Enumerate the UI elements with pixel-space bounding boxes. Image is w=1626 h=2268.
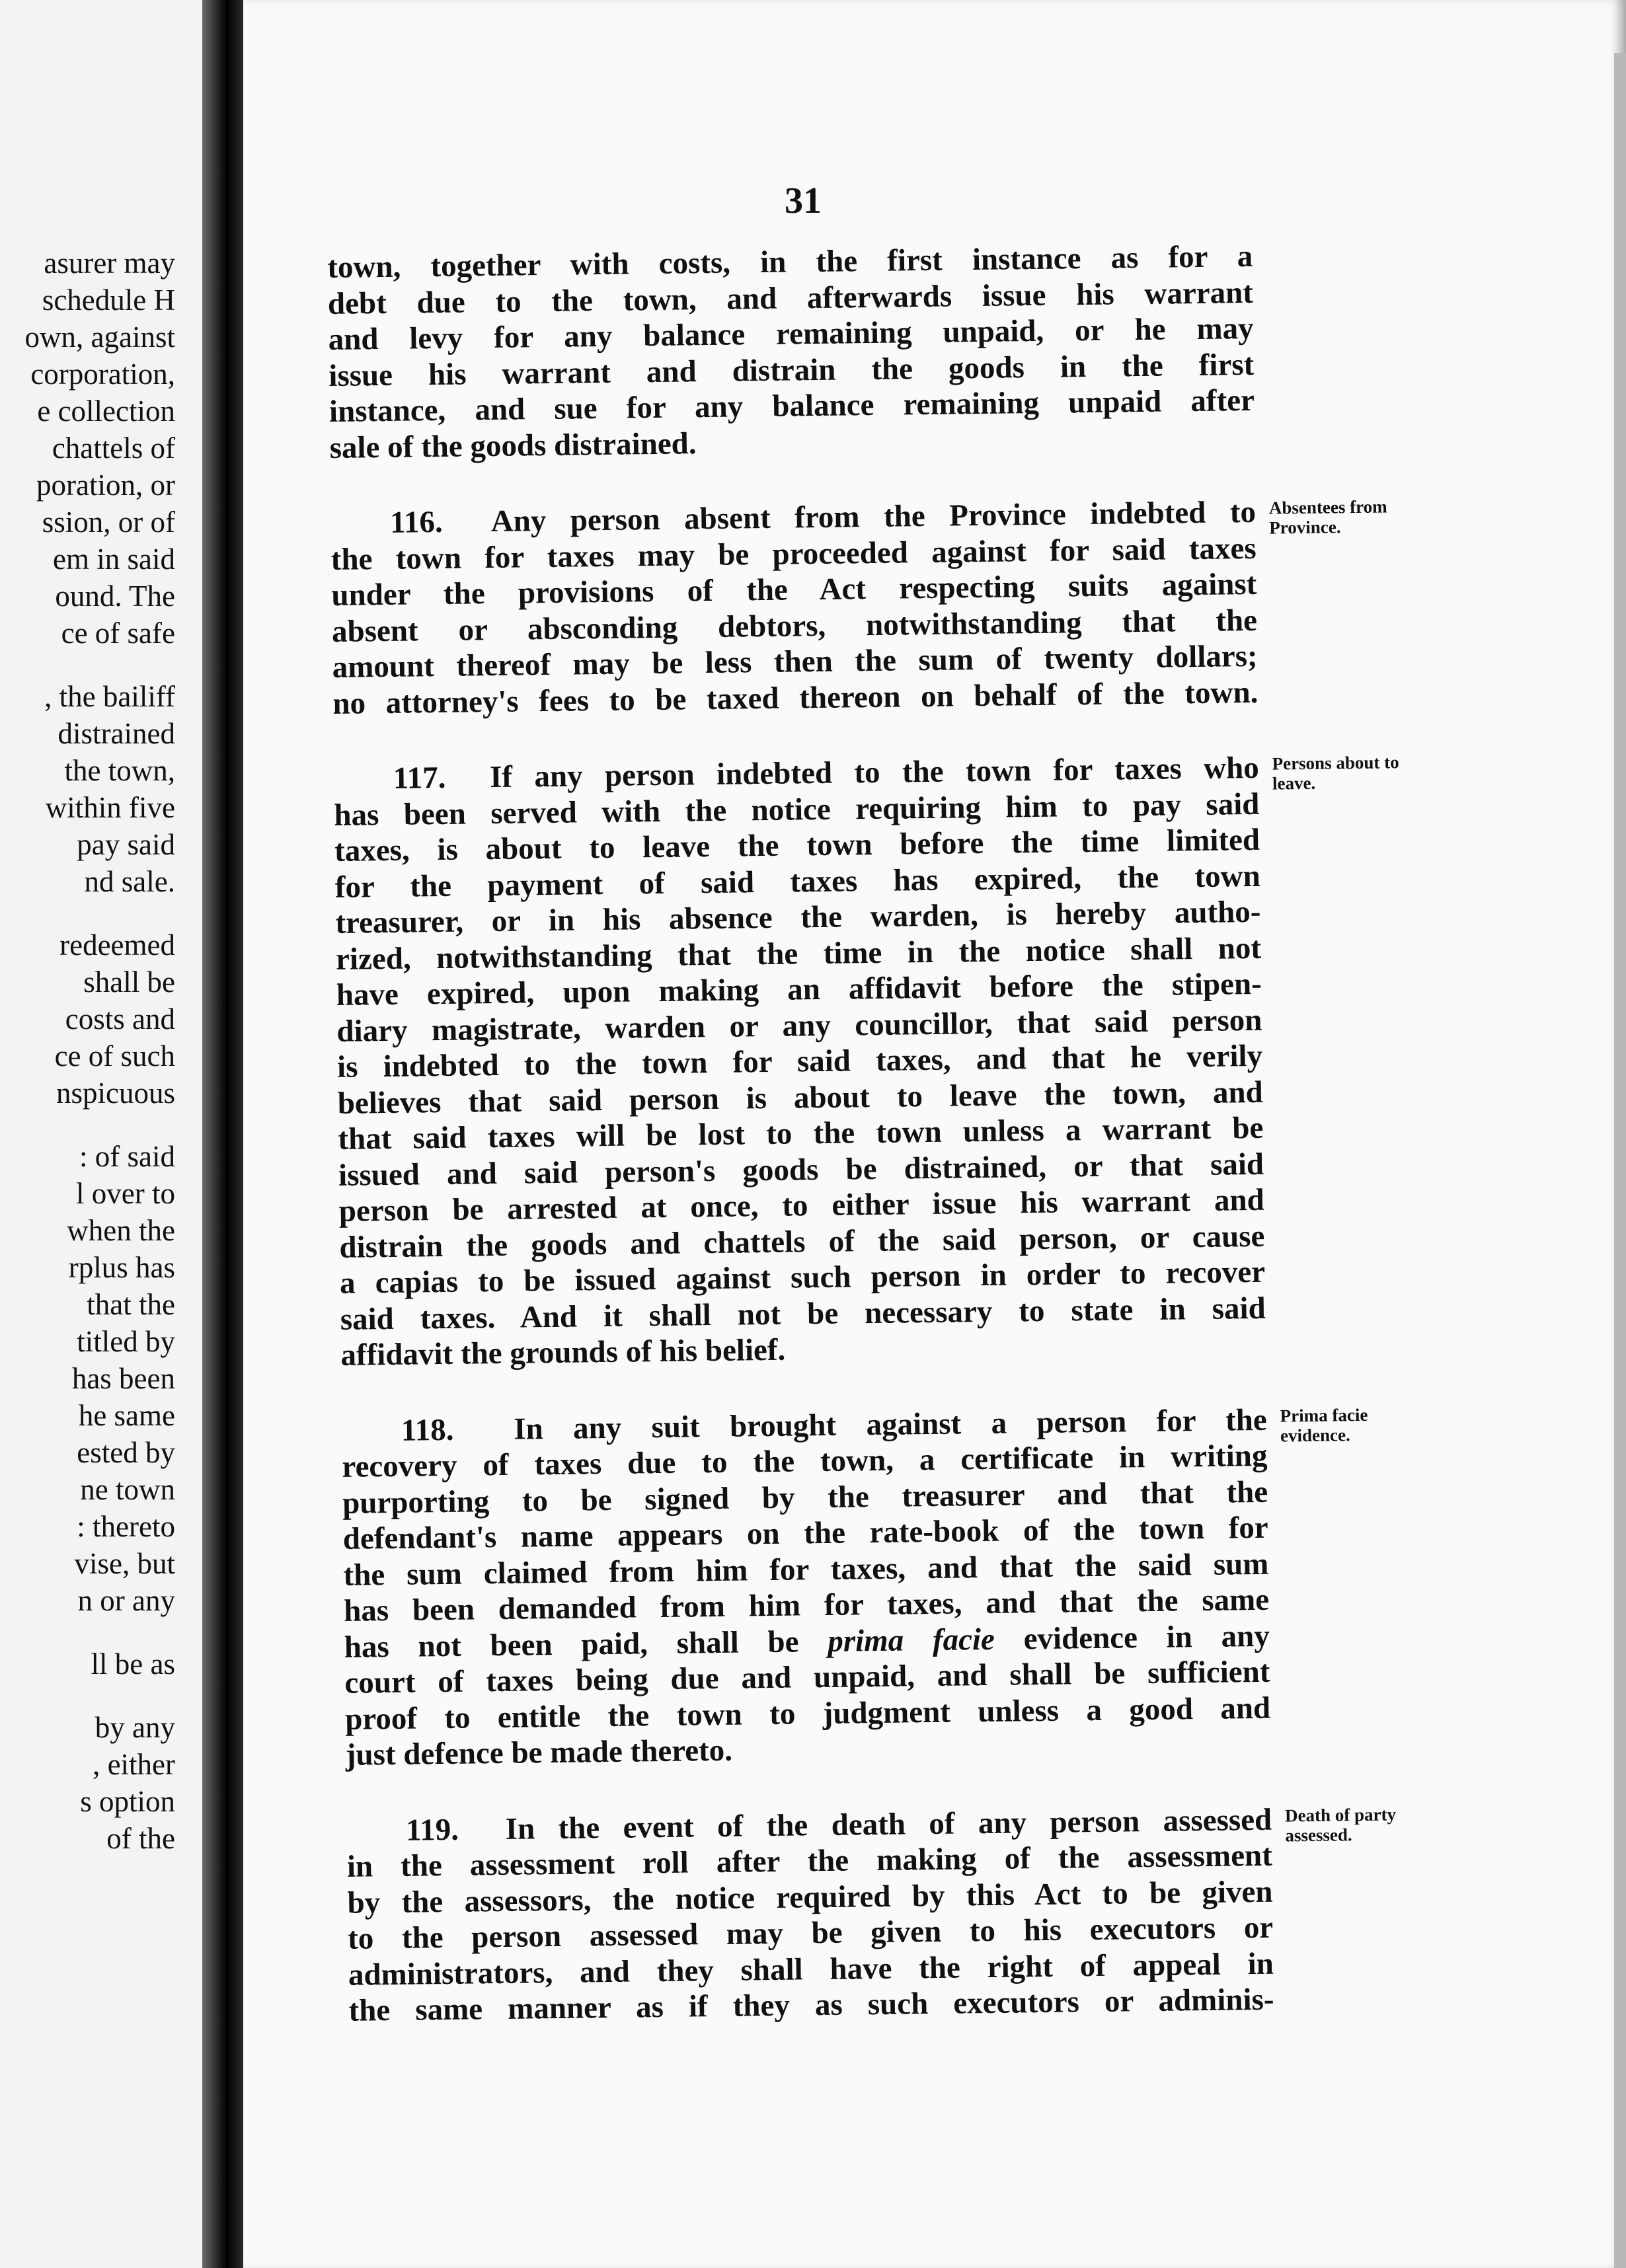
- previous-page-line: corporation,: [30, 358, 175, 391]
- previous-page-line: he same: [78, 1399, 175, 1432]
- previous-page-line: nd sale.: [84, 865, 175, 898]
- text-line: a capias to be issued against such person in order to recover: [339, 1254, 1266, 1301]
- previous-page-line: s option: [80, 1785, 175, 1818]
- previous-page-line: has been: [71, 1362, 175, 1395]
- previous-page-line: : of said: [79, 1140, 175, 1173]
- text-line: under the provisions of the Act respecting suits against: [331, 566, 1257, 613]
- text-line: rized, notwithstanding that the time in the notice shall not: [335, 930, 1262, 977]
- previous-page-edge: [0, 0, 202, 2268]
- section-number: 119.: [405, 1812, 459, 1848]
- previous-page-line: [0, 900, 175, 926]
- text-line: defendant's name appears on the rate-book of the town for: [342, 1510, 1269, 1556]
- previous-page-line: pay said: [77, 828, 175, 861]
- previous-page-line: , the bailiff: [44, 680, 175, 713]
- section-118: [342, 1402, 1368, 1773]
- text-line: no attorney's fees to be taxed thereon on behalf of the town.: [332, 675, 1258, 721]
- previous-page-line: costs and: [65, 1002, 175, 1036]
- text-line: for the payment of said taxes has expired, the town: [334, 858, 1260, 905]
- section-117: [333, 750, 1399, 1374]
- text-line: believes that said person is about to leave the town, and: [337, 1075, 1263, 1121]
- text-line: said taxes. And it shall not be necessary to state in said: [340, 1291, 1266, 1337]
- previous-page-line: own, against: [24, 321, 175, 354]
- text-line: instance, and sue for any balance remaining unpaid after: [329, 383, 1255, 429]
- previous-page-line: l over to: [76, 1177, 175, 1210]
- previous-page-line: of the: [106, 1822, 175, 1855]
- previous-page-line: [0, 1112, 175, 1138]
- text-line: and levy for any balance remaining unpaid, or he may: [328, 311, 1254, 357]
- previous-page-line: within five: [45, 791, 175, 824]
- margin-note-119: Death of party assessed.: [1284, 1803, 1397, 1845]
- text-line: purporting to be signed by the treasurer and that the: [342, 1474, 1268, 1521]
- text-line: issue his warrant and distrain the goods in the first: [329, 347, 1255, 393]
- text-line: 119. In the event of the death of any person assessed: [405, 1802, 1272, 1848]
- previous-page-line: [0, 652, 175, 678]
- text-line: town, together with costs, in the first instance as for a: [327, 239, 1253, 285]
- text-line: issued and said person's goods be distrained, or that said: [338, 1147, 1264, 1193]
- margin-note-118: Prima facie evidence.: [1280, 1404, 1368, 1446]
- previous-page-line: ce of safe: [61, 617, 175, 650]
- text-line: person be arrested at once, to either issue his warrant and: [338, 1182, 1264, 1228]
- text-line: has not been paid, shall be prima facie evidence in any: [344, 1618, 1270, 1665]
- section-number: 117.: [393, 760, 446, 796]
- text-line: proof to entitle the town to judgment unless a good and: [344, 1690, 1271, 1737]
- text-line: that said taxes will be lost to the town unless a warrant be: [338, 1110, 1264, 1156]
- previous-page-line: nspicuous: [56, 1077, 175, 1110]
- text-line: in the assessment roll after the making of the assessment: [346, 1838, 1273, 1884]
- text-line: the town for taxes may be proceeded against for said taxes: [330, 531, 1257, 577]
- text-line: amount thereof may be less then the sum of twenty dollars;: [332, 638, 1258, 685]
- text-line: administrators, and they shall have the right of appeal in: [348, 1946, 1274, 1992]
- previous-page-line: shall be: [83, 965, 175, 999]
- previous-page-line: schedule H: [42, 284, 175, 317]
- text-line: taxes, is about to leave the town before the time limited: [334, 822, 1260, 868]
- previous-page-line: em in said: [53, 543, 175, 576]
- previous-page-line: n or any: [77, 1584, 175, 1617]
- previous-page-line: when the: [67, 1214, 175, 1247]
- previous-page-line: rplus has: [68, 1251, 175, 1284]
- previous-page-line: ssion, or of: [42, 506, 175, 539]
- previous-page-text: [0, 245, 175, 1857]
- paragraph-continuation: [327, 239, 1255, 466]
- previous-page-line: chattels of: [52, 432, 175, 465]
- text-line: 116. Any person absent from the Province indebted to: [389, 494, 1257, 540]
- previous-page-line: distrained: [58, 717, 175, 750]
- previous-page-line: vise, but: [74, 1547, 175, 1580]
- previous-page-line: by any: [95, 1711, 175, 1744]
- previous-page-line: the town,: [64, 754, 175, 787]
- text-line: have expired, upon making an affidavit before the stipen-: [336, 966, 1262, 1012]
- text-line: 117. If any person indebted to the town for taxes who: [393, 750, 1260, 796]
- text-line: the same manner as if they as such executors or adminis-: [348, 1982, 1274, 2028]
- previous-page-line: redeemed: [59, 928, 175, 962]
- previous-page-line: that the: [87, 1288, 175, 1321]
- previous-page-line: ound. The: [55, 580, 175, 613]
- previous-page-line: ce of such: [54, 1040, 175, 1073]
- previous-page-line: : thereto: [77, 1510, 175, 1543]
- previous-page-line: , either: [93, 1748, 175, 1781]
- italic-phrase: prima facie: [827, 1622, 995, 1659]
- text-line: affidavit the grounds of his belief.: [340, 1332, 786, 1373]
- text-line: has been served with the notice requiring him to pay said: [334, 786, 1260, 833]
- book-gutter: [202, 0, 243, 2268]
- previous-page-line: titled by: [77, 1325, 175, 1358]
- text-line: distrain the goods and chattels of the said person, or cause: [339, 1219, 1265, 1265]
- previous-page-line: asurer may: [44, 246, 175, 280]
- previous-page-line: poration, or: [36, 469, 175, 502]
- page-body: [327, 239, 1399, 2029]
- text-line: by the assessors, the notice required by this Act to be given: [347, 1874, 1273, 1920]
- text-line: court of taxes being due and unpaid, and shall be sufficient: [344, 1654, 1270, 1700]
- text-line: recovery of taxes due to the town, a certificate in writing: [342, 1438, 1268, 1484]
- page-edge-shadow: [1614, 53, 1626, 2268]
- text-line: absent or absconding debtors, notwithstanding that the: [331, 603, 1258, 649]
- margin-note-116: Absentees from Province.: [1268, 496, 1387, 538]
- section-119: [346, 1801, 1397, 2029]
- margin-note-117: Persons about to leave.: [1272, 752, 1399, 794]
- page-number: 31: [785, 180, 822, 221]
- previous-page-line: ne town: [80, 1473, 175, 1506]
- text-line: is indebted to the town for said taxes, and that he verily: [336, 1038, 1263, 1084]
- previous-page-line: ll be as: [91, 1647, 175, 1681]
- previous-page-line: ested by: [77, 1436, 175, 1469]
- previous-page-line: e collection: [37, 395, 175, 428]
- text-line: diary magistrate, warden or any councillor, that said person: [336, 1002, 1262, 1049]
- section-number: 118.: [401, 1412, 454, 1448]
- text-line: the sum claimed from him for taxes, and that the said sum: [343, 1546, 1269, 1593]
- text-line: 118. In any suit brought against a person for the: [401, 1402, 1268, 1448]
- text-line: to the person assessed may be given to his executors or: [347, 1910, 1274, 1956]
- section-number: 116.: [389, 504, 444, 540]
- previous-page-line: [0, 1682, 175, 1709]
- text-line: treasurer, or in his absence the warden, is hereby autho-: [335, 894, 1261, 940]
- text-line: debt due to the town, and afterwards issue his warrant: [327, 275, 1254, 321]
- text-line: just defence be made thereto.: [345, 1733, 733, 1772]
- text-line: sale of the goods distrained.: [329, 426, 697, 465]
- previous-page-line: [0, 1619, 175, 1645]
- text-line: has been demanded from him for taxes, and that the same: [343, 1582, 1270, 1628]
- section-116: [330, 494, 1387, 722]
